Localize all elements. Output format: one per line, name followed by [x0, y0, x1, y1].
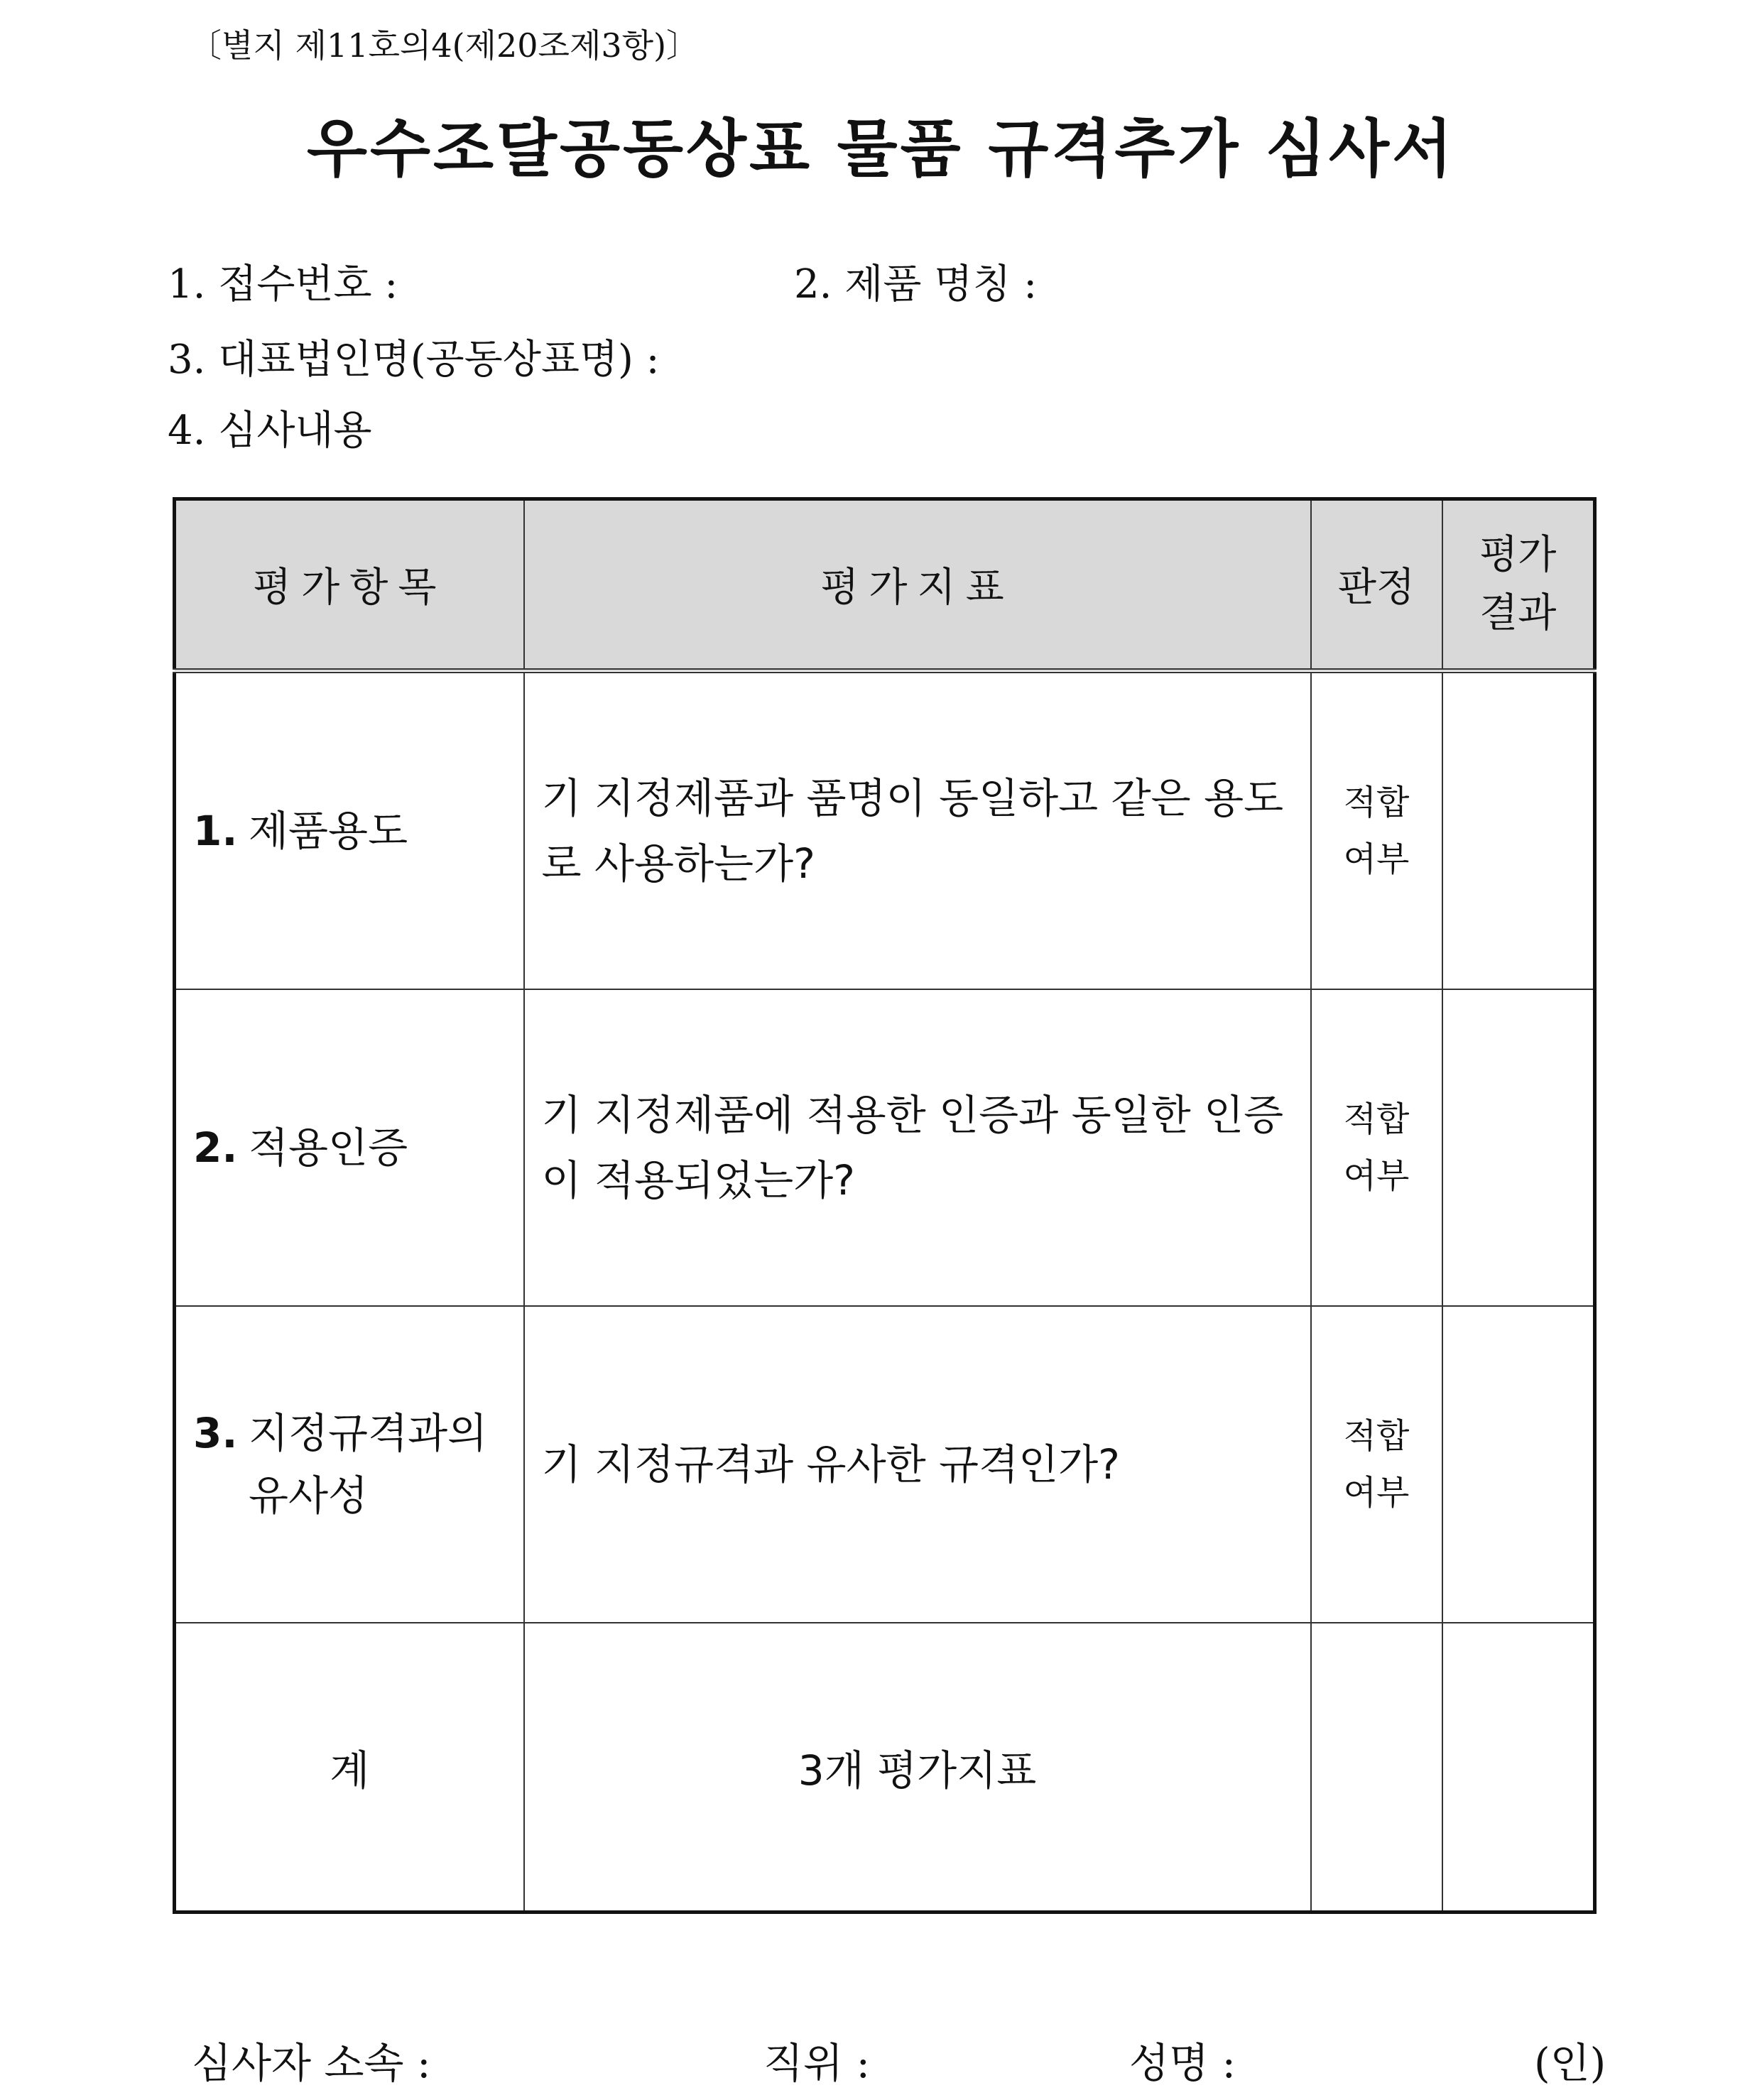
row-item-label-line2: 유사성 [249, 1471, 369, 1520]
header-result-line2: 결과 [1479, 590, 1557, 636]
row-indicator-cell [524, 989, 1311, 1306]
receipt-number-field: 1. 접수번호 : [168, 261, 398, 308]
row-item-cell [175, 1306, 524, 1623]
row-number: 1. [193, 807, 238, 855]
row-number: 2. [193, 1124, 238, 1172]
total-judgment-cell[interactable] [1311, 1623, 1442, 1913]
row-item-label: 지정규격과의 [249, 1409, 488, 1457]
judgment-line2: 여부 [1343, 1473, 1410, 1513]
table-total-row [175, 1623, 1595, 1913]
row-result-cell[interactable] [1442, 1306, 1595, 1623]
row-indicator-text: 기 지정제품에 적용한 인증과 동일한 인증이 적용되었는가? [541, 1091, 1284, 1204]
table-header-row [175, 499, 1595, 671]
seal-mark: (인) [1534, 2039, 1606, 2087]
row-indicator-text: 기 지정규격과 유사한 규격인가? [541, 1440, 1120, 1489]
header-item [175, 499, 524, 671]
judgment-line1: 적합 [1343, 1416, 1410, 1456]
total-indicator-cell [524, 1623, 1311, 1913]
row-item-cell [175, 989, 524, 1306]
total-label: 계 [330, 1746, 370, 1795]
representative-field: 3. 대표법인명(공동상표명) : [168, 337, 660, 383]
row-judgment-cell [1311, 1306, 1442, 1623]
total-indicator-text: 3개 평가지표 [798, 1746, 1037, 1795]
row-judgment-cell [1311, 671, 1442, 990]
header-judgment [1311, 499, 1442, 671]
row-result-cell[interactable] [1442, 671, 1595, 990]
header-result-line1: 평가 [1479, 532, 1557, 578]
total-label-cell [175, 1623, 524, 1913]
row-indicator-cell [524, 671, 1311, 990]
row-indicator-cell [524, 1306, 1311, 1623]
review-table [173, 497, 1597, 1914]
header-indicator [524, 499, 1311, 671]
total-result-cell[interactable] [1442, 1623, 1595, 1913]
form-number-label: 〔별지 제11호의4(제20조제3항)〕 [189, 26, 700, 65]
reviewer-name-field: 성명 : [1129, 2039, 1236, 2087]
product-name-field: 2. 제품 명칭 : [794, 261, 1038, 308]
row-judgment-cell [1311, 989, 1442, 1306]
reviewer-affiliation-field: 심사자 소속 : [192, 2039, 431, 2087]
judgment-line2: 여부 [1343, 839, 1410, 879]
header-indicator-label: 평가지표 [820, 565, 1014, 611]
row-number: 3. [193, 1409, 238, 1457]
table-row [175, 1306, 1595, 1623]
table-row [175, 671, 1595, 990]
row-item-label: 제품용도 [249, 807, 408, 855]
judgment-line1: 적합 [1343, 783, 1410, 822]
row-item-cell [175, 671, 524, 990]
row-item-label: 적용인증 [249, 1124, 408, 1172]
document-title: 우수조달공동상표 물품 규격추가 심사서 [306, 112, 1456, 185]
judgment-line2: 여부 [1343, 1156, 1410, 1196]
header-judgment-label: 판정 [1337, 565, 1415, 611]
header-item-label: 평가항목 [253, 565, 447, 611]
table-row [175, 989, 1595, 1306]
review-content-heading: 4. 심사내용 [168, 408, 372, 454]
judgment-line1: 적합 [1343, 1099, 1410, 1139]
reviewer-position-field: 직위 : [763, 2039, 871, 2087]
row-indicator-text: 기 지정제품과 품명이 동일하고 같은 용도로 사용하는가? [541, 774, 1284, 888]
header-result [1442, 499, 1595, 671]
row-result-cell[interactable] [1442, 989, 1595, 1306]
